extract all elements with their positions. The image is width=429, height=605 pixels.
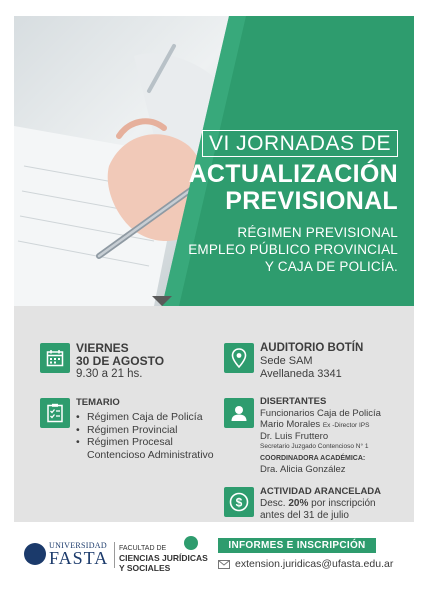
temario-item: • Régimen Provincial [76, 424, 216, 437]
temario-item: • Régimen Procesal Contencioso Administrativo [76, 436, 216, 461]
subtitle-line-3: Y CAJA DE POLICÍA. [264, 259, 398, 274]
venue-block [260, 342, 363, 381]
mail-icon [218, 560, 230, 569]
fee-block [260, 486, 410, 522]
temario-title: TEMARIO [76, 397, 120, 408]
title-line-2: ACTUALIZACIÓN [188, 160, 398, 188]
faculty-line-2: CIENCIAS JURÍDICAS [119, 553, 208, 563]
speaker-2-name: Dr. Luis Fruttero [260, 431, 329, 442]
fee-percent: 20% [288, 498, 309, 509]
coord-label: COORDINADORA ACADÉMICA: [260, 455, 366, 462]
svg-text:$: $ [235, 495, 243, 510]
fee-desc-line-2: antes del 31 de julio [260, 510, 349, 521]
calendar-icon [40, 343, 70, 373]
title-line-3: PREVISIONAL [225, 187, 398, 215]
informes-banner: INFORMES E INSCRIPCIÓN [218, 538, 376, 553]
speaker-1-name: Mario Morales [260, 419, 321, 430]
fee-title: ACTIVIDAD ARANCELADA [260, 486, 382, 497]
disertantes-title: DISERTANTES [260, 396, 327, 407]
venue-line-1: Sede SAM [260, 355, 313, 367]
faculty-line-3: Y SOCIALES [119, 563, 171, 573]
location-pin-icon [224, 343, 254, 373]
footer [14, 522, 414, 592]
date-date: 30 DE AGOSTO [76, 354, 165, 368]
info-section [14, 306, 414, 522]
hero-subtitle [158, 224, 398, 275]
person-icon [224, 398, 254, 428]
contact-email-link[interactable]: extension.juridicas@ufasta.edu.ar [235, 558, 394, 570]
date-day: VIERNES [76, 341, 129, 355]
disertantes-line-1: Funcionarios Caja de Policía [260, 408, 381, 419]
temario-block [76, 396, 216, 461]
venue-title: AUDITORIO BOTÍN [260, 342, 364, 354]
fasta-logo [24, 540, 214, 580]
logo-divider [114, 542, 115, 568]
speaker-2-role: Secretario Juzgado Contencioso N° 1 [260, 443, 369, 450]
hero-section [14, 16, 414, 306]
temario-list [76, 411, 216, 461]
hero-title-group [158, 130, 398, 275]
coord-name: Dra. Alicia González [260, 464, 346, 475]
checklist-icon [40, 398, 70, 428]
speaker-1 [260, 419, 410, 431]
date-time: 9.30 a 21 hs. [76, 368, 143, 380]
faculty-emblem-icon [184, 536, 198, 550]
poster-card [14, 16, 414, 522]
title-line-1: VI JORNADAS DE [202, 130, 398, 157]
disertantes-block [260, 396, 410, 475]
univ-name: FASTA [49, 548, 109, 568]
venue-line-2: Avellaneda 3341 [260, 368, 342, 380]
subtitle-line-2: EMPLEO PÚBLICO PROVINCIAL [188, 242, 398, 257]
fasta-seal-icon [24, 543, 46, 565]
faculty-line-1: FACULTAD DE [119, 545, 167, 552]
fee-desc [260, 498, 410, 510]
date-block [76, 342, 164, 381]
subtitle-line-1: RÉGIMEN PREVISIONAL [237, 225, 398, 240]
dollar-coin-icon [224, 487, 254, 517]
speaker-1-role: Ex -Director IPS [322, 422, 370, 429]
univ-label: UNIVERSIDAD [49, 541, 107, 550]
temario-item: • Régimen Caja de Policía [76, 411, 216, 424]
fee-desc-prefix: Desc. [260, 498, 286, 509]
fee-desc-suffix: por inscripción [311, 498, 376, 509]
